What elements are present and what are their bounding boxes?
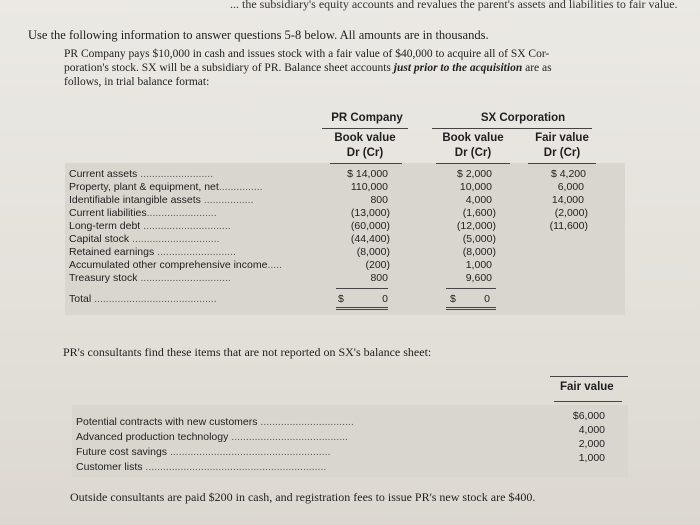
pr-value: (44,400) <box>350 233 390 245</box>
item-value: 2,000 <box>578 438 605 450</box>
item-potential-contracts <box>76 416 354 428</box>
item-future-cost-savings <box>76 446 330 458</box>
row-label-retained-earnings <box>69 246 236 258</box>
paragraph-line-2 <box>64 61 552 75</box>
pr-value: (13,000) <box>350 207 390 219</box>
leader-dots: ........................ <box>146 207 217 219</box>
row-label-current-liabilities <box>69 207 217 219</box>
pr-total-sign: $ <box>338 293 344 305</box>
leader-dots: .............................. <box>129 233 220 245</box>
row-label-treasury-stock <box>69 272 231 284</box>
sx-fair-value: 6,000 <box>557 181 584 193</box>
row-label-text: Retained earnings <box>69 246 155 258</box>
leader-dots: .......................................... <box>91 293 217 305</box>
row-label-intangibles <box>69 194 253 206</box>
sx-book-value: (8,000) <box>462 246 496 258</box>
leader-dots: ......................... <box>137 168 214 180</box>
row-label-capital-stock <box>69 233 220 245</box>
sx-book-value: 10,000 <box>459 181 492 193</box>
row-label-text: Current liabilities <box>69 207 147 219</box>
item-customer-lists <box>76 461 326 473</box>
pr-value: (8,000) <box>356 246 390 258</box>
row-label-text: Property, plant & equipment, net <box>69 181 219 193</box>
sx-book-value-header: Book value <box>442 132 504 144</box>
item-label: Advanced production technology <box>76 431 229 443</box>
leader-dots: ................. <box>200 194 254 206</box>
row-label-text: Accumulated other comprehensive income <box>69 259 268 271</box>
sx-fair-drcr-header: Dr (Cr) <box>543 147 581 159</box>
pr-total-double-rule-2 <box>336 309 388 310</box>
sx-fair-value: $ 4,200 <box>550 168 586 180</box>
sx-total-value: 0 <box>484 293 490 305</box>
fair-value-header-rule <box>554 401 622 402</box>
sx-book-value: 1,000 <box>465 259 492 271</box>
sx-book-value: (12,000) <box>456 220 496 232</box>
leader-dots: ..... <box>267 259 283 271</box>
paragraph-line-2-end: are as <box>525 62 552 74</box>
sx-fair-value: 14,000 <box>551 194 584 206</box>
row-label-aoci <box>69 259 282 271</box>
fair-value-header: Fair value <box>560 381 614 393</box>
pr-value: (60,000) <box>350 220 390 232</box>
pr-header-rule <box>322 128 408 129</box>
item-value: 1,000 <box>578 452 605 464</box>
leader-dots: ....................................................... <box>167 446 331 458</box>
row-label-ppe <box>69 181 263 193</box>
item-label: Potential contracts with new customers <box>76 416 258 428</box>
sx-fair-col-rule <box>528 163 596 164</box>
outside-consultants-text: Outside consultants are paid $200 in cash, and registration fees to issue PR's new stock are $400. <box>70 490 536 504</box>
leader-dots: ................................ <box>257 416 354 428</box>
row-label-text: Current assets <box>69 168 138 180</box>
pr-value: 110,000 <box>350 181 388 193</box>
pr-value: $ 14,000 <box>347 168 388 180</box>
pr-total-double-rule-1 <box>336 307 388 308</box>
sx-total-rule <box>446 288 496 289</box>
intro-text: Use the following information to answer questions 5-8 below. All amounts are in thousands. <box>28 28 489 42</box>
paragraph-emphasis: just prior to the acquisition <box>393 62 523 74</box>
leader-dots: ........................... <box>154 246 236 258</box>
paragraph-line-3: follows, in trial balance format: <box>64 76 210 88</box>
pr-value: 800 <box>370 272 388 284</box>
sx-book-value: $ 2,000 <box>456 168 492 180</box>
leader-dots: .............................................................. <box>142 461 327 473</box>
pr-col-rule <box>330 163 402 164</box>
top-line-text: ... the subsidiary's equity accounts and revalues the parent's assets and liabilities to fair value. <box>230 0 678 11</box>
sx-header-rule <box>432 128 592 129</box>
sx-book-value: (1,600) <box>462 207 496 219</box>
item-value: 4,000 <box>578 424 605 436</box>
pr-drcr-header: Dr (Cr) <box>346 147 384 159</box>
sx-fair-value: (2,000) <box>554 207 588 219</box>
pr-total-value: 0 <box>382 293 388 305</box>
fair-value-top-rule <box>550 376 628 377</box>
pr-company-header: PR Company <box>331 112 403 124</box>
row-label-text: Total <box>69 293 92 305</box>
item-value: $6,000 <box>572 410 605 422</box>
sx-total-double-rule-1 <box>446 307 496 308</box>
leader-dots: ........................................ <box>228 431 348 443</box>
sx-book-drcr-header: Dr (Cr) <box>454 147 492 159</box>
row-label-text: Long-term debt <box>69 220 141 232</box>
consultants-text: PR's consultants find these items that are not reported on SX's balance sheet: <box>63 345 432 359</box>
sx-book-value: (5,000) <box>462 233 496 245</box>
leader-dots: ............... <box>218 181 263 193</box>
sx-corporation-header: SX Corporation <box>480 112 566 124</box>
item-label: Future cost savings <box>76 446 168 458</box>
sx-fair-value-header: Fair value <box>535 132 589 144</box>
row-label-current-assets <box>69 168 213 180</box>
item-label: Customer lists <box>76 461 143 473</box>
sx-book-value: 9,600 <box>465 272 492 284</box>
item-advanced-technology <box>76 431 348 443</box>
row-label-long-term-debt <box>69 220 231 232</box>
pr-total-rule <box>336 288 388 289</box>
sx-book-col-rule <box>436 163 510 164</box>
sx-fair-value: (11,600) <box>549 220 588 232</box>
pr-book-value-header: Book value <box>334 132 396 144</box>
pr-value: 800 <box>370 194 388 206</box>
row-label-text: Treasury stock <box>69 272 138 284</box>
row-label-text: Capital stock <box>69 233 130 245</box>
paragraph-line-2-start: poration's stock. SX will be a subsidiary of PR. Balance sheet accounts <box>64 62 391 74</box>
pr-value: (200) <box>365 259 390 271</box>
row-label-text: Identifiable intangible assets <box>69 194 201 206</box>
sx-total-sign: $ <box>450 293 456 305</box>
leader-dots: ............................... <box>137 272 231 284</box>
sx-total-double-rule-2 <box>446 309 496 310</box>
sx-book-value: 4,000 <box>465 194 492 206</box>
paragraph-line-1: PR Company pays $10,000 in cash and issues stock with a fair value of $40,000 to acquire all of SX Cor- <box>64 48 550 60</box>
leader-dots: .............................. <box>140 220 231 232</box>
row-label-total <box>69 293 217 305</box>
